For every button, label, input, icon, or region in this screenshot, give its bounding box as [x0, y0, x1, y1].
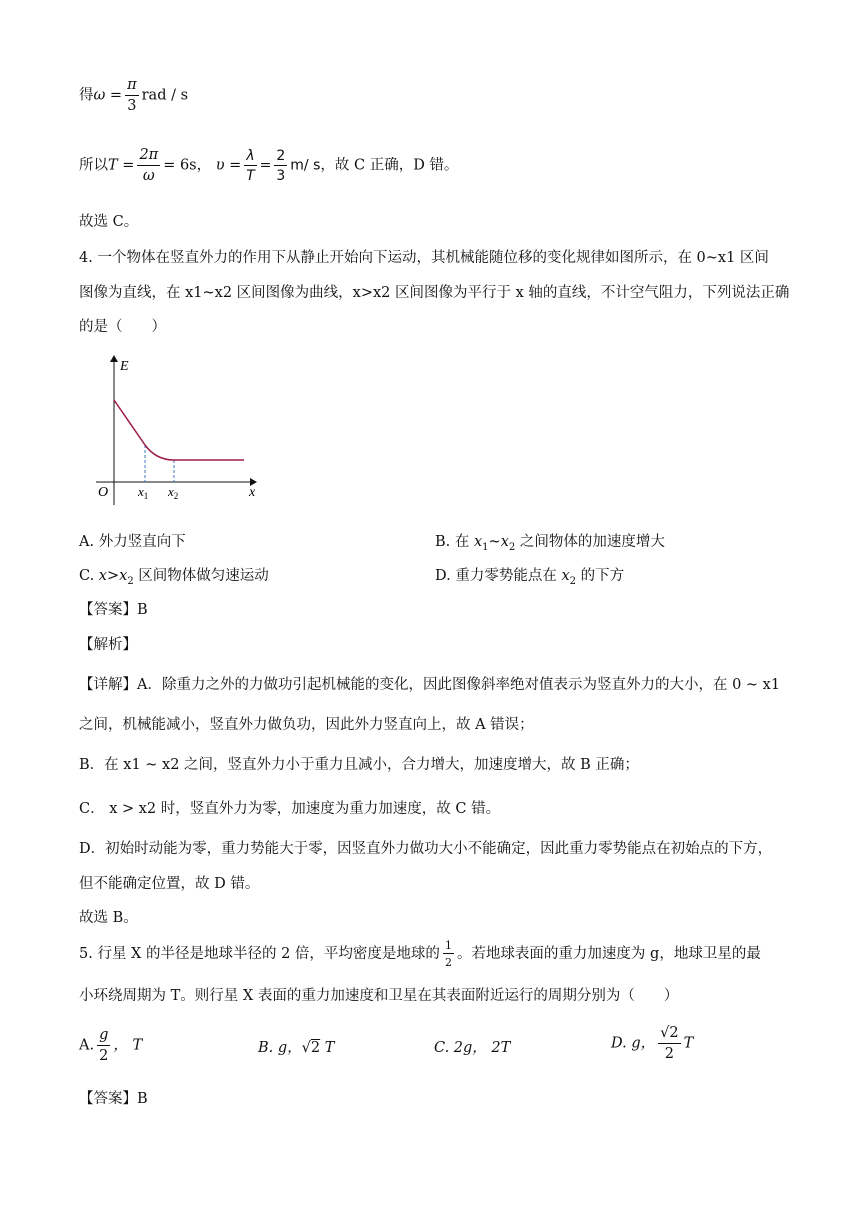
q5-option-a[interactable]: [79, 1028, 142, 1063]
q4-option-d-post: 的下方: [576, 568, 625, 584]
omega-numerator: π: [125, 78, 139, 96]
q4-option-d[interactable]: [435, 564, 624, 587]
q4-answer: 【答案】B: [79, 602, 148, 618]
q5-option-a-fraction: [97, 1028, 110, 1063]
velocity-unit: m/ s: [290, 157, 321, 174]
q4-stem-line-2: 图像为直线，在 x1~x2 区间图像为曲线，x>x2 区间图像为平行于 x 轴的直线，不计空气阻力，下列说法正确: [79, 285, 790, 301]
graph-origin-label: O: [98, 485, 109, 500]
velocity-value-numerator: 2: [276, 147, 286, 164]
period-result: [79, 148, 458, 183]
q4-detail-c: C． x > x2 时，竖直外力为零，加速度为重力加速度，故 C 错。: [79, 801, 501, 817]
q4-option-c-pre: C.: [79, 568, 99, 584]
velocity-eq: =: [259, 157, 272, 174]
graph-x2-label: [167, 484, 178, 501]
q5-half-num: 1: [444, 939, 452, 952]
graph-x1-sub: 1: [143, 491, 149, 501]
q5-stem-pre: 5. 行星 X 的半径是地球半径的 2 倍，平均密度是地球的: [79, 946, 440, 962]
q5-option-a-den: 2: [99, 1047, 109, 1064]
q4-detail-d-line-2: 但不能确定位置，故 D 错。: [79, 876, 260, 892]
q4-option-c-post: 区间物体做匀速运动: [133, 568, 269, 584]
q5-option-b-radicand: 2: [310, 1040, 321, 1056]
period-fraction: [137, 148, 160, 183]
q5-option-c[interactable]: C. 2g， 2T: [434, 1040, 511, 1056]
q4-stem-line-1: 4. 一个物体在竖直外力的作用下从静止开始向下运动，其机械能随位移的变化规律如图所示，在 0~x1 区间: [79, 250, 769, 266]
q4-option-b-x1: x: [473, 534, 483, 550]
period-prefix: 所以: [79, 157, 108, 174]
q5-option-a-post: ， T: [113, 1037, 143, 1054]
q4-stem-line-3: 的是（ ）: [79, 319, 166, 335]
velocity-denominator: T: [246, 167, 255, 184]
omega-denominator: 3: [127, 97, 137, 114]
q4-option-c-x2: x: [119, 568, 128, 584]
q5-option-b-radical: √2: [301, 1040, 321, 1056]
q4-option-d-x2: x: [561, 568, 570, 584]
q5-option-d-fraction: [658, 1026, 680, 1061]
q4-option-c[interactable]: [79, 564, 269, 587]
q4-option-b-pre: B. 在: [435, 534, 474, 550]
q5-option-b[interactable]: [258, 1036, 334, 1057]
period-rhs: = 6s，: [163, 157, 212, 174]
q5-stem-line-2: 小环绕周期为 T。则行星 X 表面的重力加速度和卫星在其表面附近运行的周期分别为（ ）: [79, 988, 679, 1004]
graph-x1-symbol: x: [138, 484, 144, 499]
q4-detail-a-line-1: 【详解】A．除重力之外的力做功引起机械能的变化，因此图像斜率绝对值表示为竖直外力的大小，在 0 ~ x1: [79, 677, 781, 693]
q4-choice: 故选 B。: [79, 910, 138, 926]
q4-option-c-gt: >: [106, 568, 120, 584]
q4-option-b-x2-sub: 2: [508, 541, 516, 553]
q5-option-d-post: T: [683, 1035, 694, 1052]
velocity-value-denominator: 3: [276, 167, 286, 184]
omega-unit: rad / s: [141, 87, 189, 104]
q4-option-c-x: x: [98, 568, 107, 584]
omega-prefix: 得: [79, 87, 94, 104]
period-lhs: T =: [108, 157, 135, 174]
prev-choice: 故选 C。: [79, 214, 139, 230]
prev-conclusion: ，故 C 正确，D 错。: [320, 157, 459, 174]
velocity-lhs: υ =: [215, 157, 242, 174]
q5-option-d-num: √2: [658, 1026, 680, 1044]
omega-lhs: ω =: [93, 87, 123, 104]
q4-option-d-pre: D. 重力零势能点在: [435, 568, 562, 584]
q5-half-den: 2: [444, 956, 452, 969]
omega-result: [79, 78, 188, 113]
graph-x1-label: [137, 484, 148, 501]
omega-fraction: [125, 78, 139, 113]
velocity-numerator: λ: [246, 147, 255, 164]
q5-stem-post: 。若地球表面的重力加速度为 g，地球卫星的最: [456, 946, 761, 962]
energy-displacement-graph: [90, 350, 270, 510]
period-denominator: ω: [142, 167, 155, 184]
graph-y-label: E: [120, 359, 129, 374]
q5-stem-line-1: [79, 940, 761, 968]
q4-detail-a-line-2: 之间，机械能减小，竖直外力做负功，因此外力竖直向上，故 A 错误；: [79, 717, 534, 733]
q5-option-d-den: 2: [664, 1045, 674, 1062]
velocity-value-fraction: [274, 149, 287, 183]
q5-half-fraction: [443, 940, 454, 968]
period-numerator: 2π: [137, 148, 160, 166]
q4-option-c-x2-sub: 2: [127, 575, 134, 587]
graph-x-label: x: [249, 485, 256, 500]
graph-x2-sub: 2: [173, 491, 179, 501]
q4-option-a[interactable]: A. 外力竖直向下: [79, 534, 186, 550]
q4-detail-b: B．在 x1 ~ x2 之间，竖直外力小于重力且减小，合力增大，加速度增大，故 B 正确；: [79, 757, 639, 773]
q4-option-b-x2: x: [500, 534, 509, 550]
q5-option-b-post: T: [320, 1040, 335, 1056]
q4-option-b-post: 之间物体的加速度增大: [515, 534, 665, 550]
energy-curve: [114, 400, 244, 460]
q4-analysis-label: 【解析】: [79, 637, 137, 653]
q5-option-a-label: A.: [79, 1037, 95, 1054]
q5-option-d-label: D. g，: [611, 1035, 656, 1052]
q4-option-d-x2-sub: 2: [569, 575, 576, 587]
q4-option-b-tilde: ~: [488, 534, 501, 550]
q4-option-b-x1-sub: 1: [482, 541, 489, 553]
q5-option-d[interactable]: [611, 1026, 693, 1061]
q5-option-a-num: g: [97, 1028, 110, 1046]
velocity-fraction: [244, 149, 256, 183]
q4-option-b[interactable]: [435, 530, 665, 553]
q4-detail-d-line-1: D．初始时动能为零，重力势能大于零，因竖直外力做功大小不能确定，因此重力零势能点在初始点的下方，: [79, 841, 773, 857]
q5-answer: 【答案】B: [79, 1091, 148, 1107]
graph-x2-symbol: x: [168, 484, 174, 499]
q5-option-b-label: B. g，: [258, 1040, 302, 1056]
